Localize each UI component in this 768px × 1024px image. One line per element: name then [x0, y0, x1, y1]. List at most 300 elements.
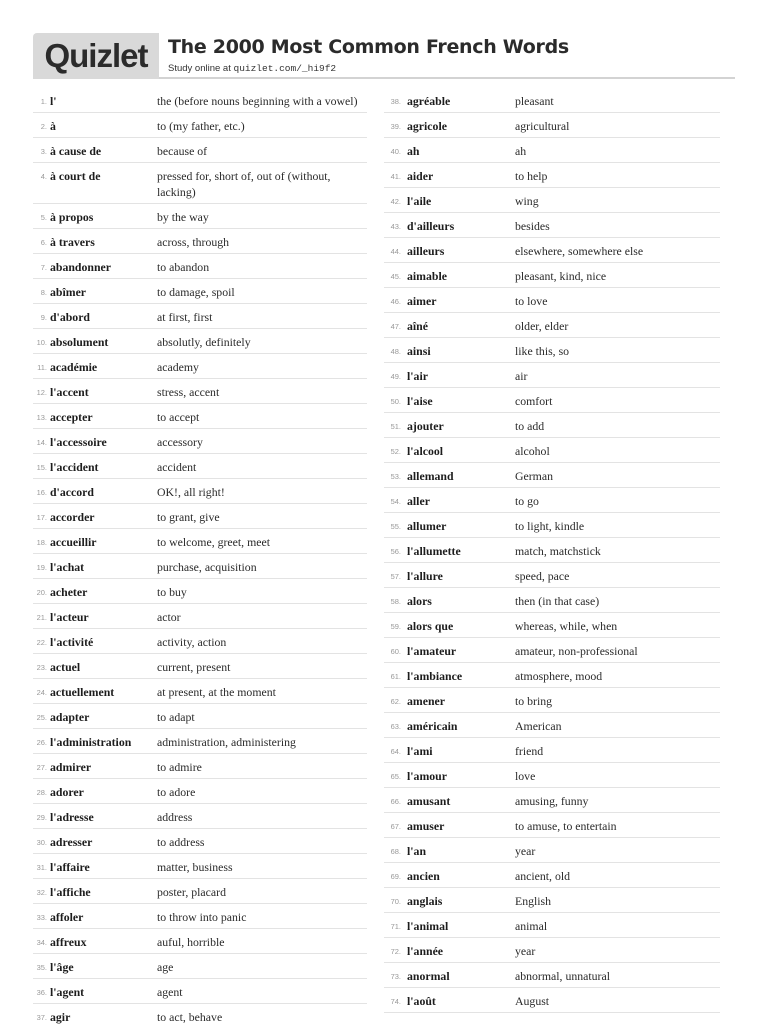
term-row — [384, 363, 720, 388]
term-number: 3. — [40, 147, 47, 156]
term-row — [33, 829, 367, 854]
term-row — [384, 788, 720, 813]
term-row — [384, 188, 720, 213]
french-term: adresser — [50, 835, 93, 849]
english-definition: to adore — [157, 785, 196, 799]
english-definition: pleasant, kind, nice — [515, 269, 607, 283]
english-definition: German — [515, 469, 553, 483]
english-definition: because of — [157, 144, 208, 158]
term-row — [384, 338, 720, 363]
english-definition: actor — [157, 610, 181, 624]
english-definition: to act, behave — [157, 1010, 223, 1024]
term-number: 16. — [36, 488, 47, 497]
english-definition: purchase, acquisition — [157, 560, 257, 574]
term-number: 11. — [37, 363, 47, 372]
term-number: 36. — [36, 988, 47, 997]
term-number: 7. — [40, 263, 47, 272]
french-term: à cause de — [50, 144, 102, 158]
english-definition: across, through — [157, 235, 230, 249]
term-row — [33, 88, 367, 113]
term-number: 43. — [390, 222, 401, 231]
french-term: affoler — [50, 910, 84, 924]
french-term: actuellement — [50, 685, 115, 699]
term-row — [384, 488, 720, 513]
term-number: 42. — [390, 197, 401, 206]
french-term: l'août — [407, 994, 436, 1008]
term-row — [384, 538, 720, 563]
english-definition: like this, so — [515, 344, 570, 358]
term-number: 34. — [36, 938, 47, 947]
term-number: 47. — [390, 322, 401, 331]
english-definition: year — [515, 844, 536, 858]
term-row — [384, 288, 720, 313]
french-term: accepter — [50, 410, 93, 424]
french-term: aimer — [407, 294, 437, 308]
term-number: 58. — [390, 597, 401, 606]
french-term: l'ambiance — [407, 669, 463, 683]
french-term: d'abord — [50, 310, 90, 324]
english-definition: at present, at the moment — [157, 685, 276, 699]
french-term: absolument — [50, 335, 109, 349]
english-definition: match, matchstick — [515, 544, 601, 558]
english-definition: activity, action — [157, 635, 227, 649]
english-definition: to welcome, greet, meet — [157, 535, 271, 549]
term-number: 4. — [40, 172, 47, 181]
term-row — [384, 413, 720, 438]
term-row — [384, 888, 720, 913]
term-number: 59. — [390, 622, 401, 631]
english-definition: to damage, spoil — [157, 285, 235, 299]
term-row — [33, 163, 367, 204]
english-definition: older, elder — [515, 319, 569, 333]
french-term: allemand — [407, 469, 454, 483]
term-row — [384, 563, 720, 588]
term-number: 41. — [390, 172, 401, 181]
english-definition: ah — [515, 144, 527, 158]
term-number: 6. — [40, 238, 47, 247]
term-row — [33, 229, 367, 254]
term-row — [384, 388, 720, 413]
french-term: accueillir — [50, 535, 97, 549]
term-row — [33, 113, 367, 138]
french-term: l'aile — [407, 194, 432, 208]
term-number: 54. — [390, 497, 401, 506]
term-row — [384, 138, 720, 163]
term-number: 14. — [36, 438, 47, 447]
term-number: 62. — [390, 697, 401, 706]
english-definition: whereas, while, when — [515, 619, 618, 633]
english-definition: air — [515, 369, 528, 383]
term-row — [33, 329, 367, 354]
term-row — [384, 463, 720, 488]
english-definition: to love — [515, 294, 548, 308]
french-term: amener — [407, 694, 445, 708]
study-online-label: Study online at — [168, 63, 234, 74]
term-row — [384, 263, 720, 288]
english-definition: to address — [157, 835, 205, 849]
english-definition: to buy — [157, 585, 187, 599]
term-row — [33, 429, 367, 454]
english-definition: academy — [157, 360, 199, 374]
term-row — [384, 113, 720, 138]
term-row — [33, 204, 367, 229]
french-term: ah — [407, 144, 420, 158]
english-definition: to help — [515, 169, 548, 183]
term-row — [33, 854, 367, 879]
term-number: 45. — [390, 272, 401, 281]
english-definition: to admire — [157, 760, 202, 774]
french-term: anormal — [407, 969, 450, 983]
french-term: ailleurs — [407, 244, 445, 258]
french-term: d'accord — [50, 485, 94, 499]
english-definition: atmosphere, mood — [515, 669, 603, 683]
french-term: américain — [407, 719, 458, 733]
term-number: 18. — [36, 538, 47, 547]
term-row — [384, 938, 720, 963]
french-term: ancien — [407, 869, 440, 883]
english-definition: address — [157, 810, 193, 824]
term-row — [33, 529, 367, 554]
term-number: 2. — [40, 122, 47, 131]
english-definition: age — [157, 960, 174, 974]
english-definition: to amuse, to entertain — [515, 819, 617, 833]
term-number: 72. — [390, 947, 401, 956]
french-term: l'amour — [407, 769, 447, 783]
term-row — [33, 654, 367, 679]
term-row — [33, 479, 367, 504]
english-definition: August — [515, 994, 550, 1008]
french-term: alors — [407, 594, 432, 608]
term-number: 17. — [36, 513, 47, 522]
term-number: 48. — [390, 347, 401, 356]
term-row — [33, 1004, 367, 1024]
english-definition: to throw into panic — [157, 910, 247, 924]
term-number: 70. — [390, 897, 401, 906]
term-row — [384, 838, 720, 863]
term-number: 66. — [390, 797, 401, 806]
term-row — [384, 88, 720, 113]
english-definition: agent — [157, 985, 183, 999]
term-number: 53. — [390, 472, 401, 481]
term-number: 55. — [390, 522, 401, 531]
english-definition: love — [515, 769, 536, 783]
term-number: 12. — [36, 388, 47, 397]
term-number: 20. — [36, 588, 47, 597]
term-row — [384, 513, 720, 538]
term-row — [384, 438, 720, 463]
english-definition: by the way — [157, 210, 209, 224]
english-definition: elsewhere, somewhere else — [515, 244, 644, 258]
english-definition: accident — [157, 460, 197, 474]
english-definition: to go — [515, 494, 539, 508]
french-term: alors que — [407, 619, 454, 633]
french-term: l'agent — [50, 985, 85, 999]
term-number: 71. — [390, 922, 401, 931]
term-number: 39. — [390, 122, 401, 131]
english-definition: to light, kindle — [515, 519, 585, 533]
term-row — [33, 304, 367, 329]
term-number: 5. — [40, 213, 47, 222]
term-number: 23. — [36, 663, 47, 672]
term-row — [33, 954, 367, 979]
french-term: l'accessoire — [50, 435, 107, 449]
left-term-column — [33, 88, 367, 1024]
french-term: l'alcool — [407, 444, 444, 458]
term-number: 63. — [390, 722, 401, 731]
term-number: 57. — [390, 572, 401, 581]
term-row — [384, 913, 720, 938]
term-number: 46. — [390, 297, 401, 306]
english-definition: speed, pace — [515, 569, 570, 583]
term-number: 9. — [40, 313, 47, 322]
french-term: l'acteur — [50, 610, 89, 624]
quizlet-logo: Quizlet — [33, 33, 159, 79]
header-divider — [159, 77, 735, 79]
term-number: 61. — [390, 672, 401, 681]
english-definition: accessory — [157, 435, 203, 449]
term-number: 65. — [390, 772, 401, 781]
term-row — [33, 554, 367, 579]
english-definition: English — [515, 894, 552, 908]
french-term: agir — [50, 1010, 71, 1024]
term-row — [33, 679, 367, 704]
term-number: 73. — [390, 972, 401, 981]
page-header — [33, 33, 735, 79]
french-term: aimable — [407, 269, 447, 283]
french-term: aider — [407, 169, 434, 183]
english-definition: at first, first — [157, 310, 213, 324]
french-term: ainsi — [407, 344, 431, 358]
french-term: l'an — [407, 844, 427, 858]
term-row — [33, 629, 367, 654]
term-number: 21. — [36, 613, 47, 622]
term-number: 22. — [36, 638, 47, 647]
english-definition: poster, placard — [157, 885, 226, 899]
english-definition: then (in that case) — [515, 594, 600, 608]
french-term: l'administration — [50, 735, 132, 749]
term-number: 35. — [36, 963, 47, 972]
english-definition: pleasant — [515, 94, 554, 108]
term-row — [384, 613, 720, 638]
term-row — [33, 979, 367, 1004]
english-definition: amusing, funny — [515, 794, 589, 808]
english-definition: alcohol — [515, 444, 550, 458]
term-number: 1. — [40, 97, 47, 106]
term-number: 24. — [36, 688, 47, 697]
french-term: l' — [50, 94, 57, 108]
term-number: 52. — [390, 447, 401, 456]
french-term: amusant — [407, 794, 451, 808]
term-row — [384, 238, 720, 263]
english-definition: to adapt — [157, 710, 195, 724]
french-term: l'âge — [50, 960, 74, 974]
french-term: aller — [407, 494, 430, 508]
french-term: à court de — [50, 169, 101, 183]
french-term: agricole — [407, 119, 447, 133]
french-term: académie — [50, 360, 98, 374]
french-term: l'affaire — [50, 860, 90, 874]
term-row — [384, 313, 720, 338]
french-term: l'année — [407, 944, 444, 958]
term-number: 49. — [390, 372, 401, 381]
term-number: 10. — [36, 338, 47, 347]
term-row — [33, 904, 367, 929]
french-term: l'achat — [50, 560, 85, 574]
page-title: The 2000 Most Common French Words — [168, 36, 569, 58]
term-number: 29. — [36, 813, 47, 822]
term-number: 37. — [36, 1013, 47, 1022]
french-term: abîmer — [50, 285, 87, 299]
term-row — [384, 688, 720, 713]
term-row — [384, 988, 720, 1013]
english-definition: American — [515, 719, 562, 733]
term-number: 15. — [36, 463, 47, 472]
term-number: 8. — [40, 288, 47, 297]
french-term: l'allure — [407, 569, 443, 583]
french-term: admirer — [50, 760, 92, 774]
term-row — [33, 929, 367, 954]
term-number: 38. — [390, 97, 401, 106]
term-number: 74. — [390, 997, 401, 1006]
english-definition: auful, horrible — [157, 935, 225, 949]
english-definition: the (before nouns beginning with a vowel) — [157, 94, 358, 108]
french-term: affreux — [50, 935, 87, 949]
french-term: acheter — [50, 585, 88, 599]
term-number: 26. — [36, 738, 47, 747]
term-row — [33, 379, 367, 404]
term-number: 60. — [390, 647, 401, 656]
english-definition: besides — [515, 219, 550, 233]
term-row — [384, 163, 720, 188]
french-term: adorer — [50, 785, 84, 799]
term-row — [384, 213, 720, 238]
french-term: allumer — [407, 519, 447, 533]
french-term: l'adresse — [50, 810, 94, 824]
french-term: l'aise — [407, 394, 433, 408]
term-number: 51. — [390, 422, 401, 431]
study-online-line — [168, 63, 336, 74]
english-definition: to grant, give — [157, 510, 220, 524]
term-row — [33, 354, 367, 379]
english-definition: abnormal, unnatural — [515, 969, 610, 983]
term-row — [33, 404, 367, 429]
term-row — [384, 863, 720, 888]
english-definition: to abandon — [157, 260, 210, 274]
term-row — [33, 254, 367, 279]
french-term: accorder — [50, 510, 95, 524]
term-number: 32. — [36, 888, 47, 897]
term-row — [384, 738, 720, 763]
term-number: 56. — [390, 547, 401, 556]
english-definition: comfort — [515, 394, 553, 408]
term-number: 68. — [390, 847, 401, 856]
term-row — [384, 588, 720, 613]
term-row — [33, 604, 367, 629]
term-number: 67. — [390, 822, 401, 831]
term-number: 40. — [390, 147, 401, 156]
french-term: adapter — [50, 710, 90, 724]
french-term: agréable — [407, 94, 451, 108]
french-term: amuser — [407, 819, 445, 833]
term-number: 33. — [36, 913, 47, 922]
english-definition: matter, business — [157, 860, 233, 874]
english-definition: stress, accent — [157, 385, 220, 399]
french-term: l'accent — [50, 385, 89, 399]
english-definition: friend — [515, 744, 544, 758]
term-row — [384, 638, 720, 663]
term-row — [33, 754, 367, 779]
term-row — [384, 813, 720, 838]
term-row — [384, 963, 720, 988]
french-term: l'affiche — [50, 885, 91, 899]
term-row — [33, 138, 367, 163]
english-definition: to add — [515, 419, 545, 433]
term-row — [33, 804, 367, 829]
term-row — [33, 879, 367, 904]
term-row — [384, 763, 720, 788]
term-number: 28. — [36, 788, 47, 797]
english-definition: current, present — [157, 660, 231, 674]
english-definition: amateur, non-professional — [515, 644, 638, 658]
english-definition: wing — [515, 194, 539, 208]
term-row — [384, 713, 720, 738]
term-number: 44. — [390, 247, 401, 256]
french-term: l'animal — [407, 919, 449, 933]
french-term: à travers — [50, 235, 95, 249]
english-definition: administration, administering — [157, 735, 296, 749]
term-number: 13. — [36, 413, 47, 422]
right-term-column — [384, 88, 720, 1013]
french-term: actuel — [50, 660, 81, 674]
french-term: à propos — [50, 210, 94, 224]
term-number: 30. — [36, 838, 47, 847]
english-definition: pressed for, short of, out of (without, lacking) — [157, 169, 331, 199]
term-number: 25. — [36, 713, 47, 722]
french-term: ajouter — [407, 419, 444, 433]
english-definition: to bring — [515, 694, 553, 708]
english-definition: ancient, old — [515, 869, 571, 883]
term-number: 27. — [36, 763, 47, 772]
term-row — [33, 454, 367, 479]
english-definition: animal — [515, 919, 548, 933]
french-term: à — [50, 119, 56, 133]
french-term: l'amateur — [407, 644, 457, 658]
study-online-link[interactable]: quizlet.com/_hi9f2 — [233, 63, 337, 74]
english-definition: OK!, all right! — [157, 485, 225, 499]
term-row — [33, 579, 367, 604]
french-term: abandonner — [50, 260, 111, 274]
term-row — [33, 779, 367, 804]
english-definition: agricultural — [515, 119, 570, 133]
term-number: 50. — [390, 397, 401, 406]
french-term: l'activité — [50, 635, 94, 649]
french-term: l'ami — [407, 744, 433, 758]
french-term: l'accident — [50, 460, 99, 474]
term-number: 69. — [390, 872, 401, 881]
english-definition: to (my father, etc.) — [157, 119, 245, 133]
term-row — [33, 729, 367, 754]
french-term: anglais — [407, 894, 443, 908]
term-row — [33, 279, 367, 304]
term-number: 31. — [36, 863, 47, 872]
french-term: aîné — [407, 319, 428, 333]
english-definition: to accept — [157, 410, 200, 424]
french-term: l'air — [407, 369, 428, 383]
french-term: d'ailleurs — [407, 219, 455, 233]
term-row — [384, 663, 720, 688]
french-term: l'allumette — [407, 544, 461, 558]
term-number: 19. — [36, 563, 47, 572]
